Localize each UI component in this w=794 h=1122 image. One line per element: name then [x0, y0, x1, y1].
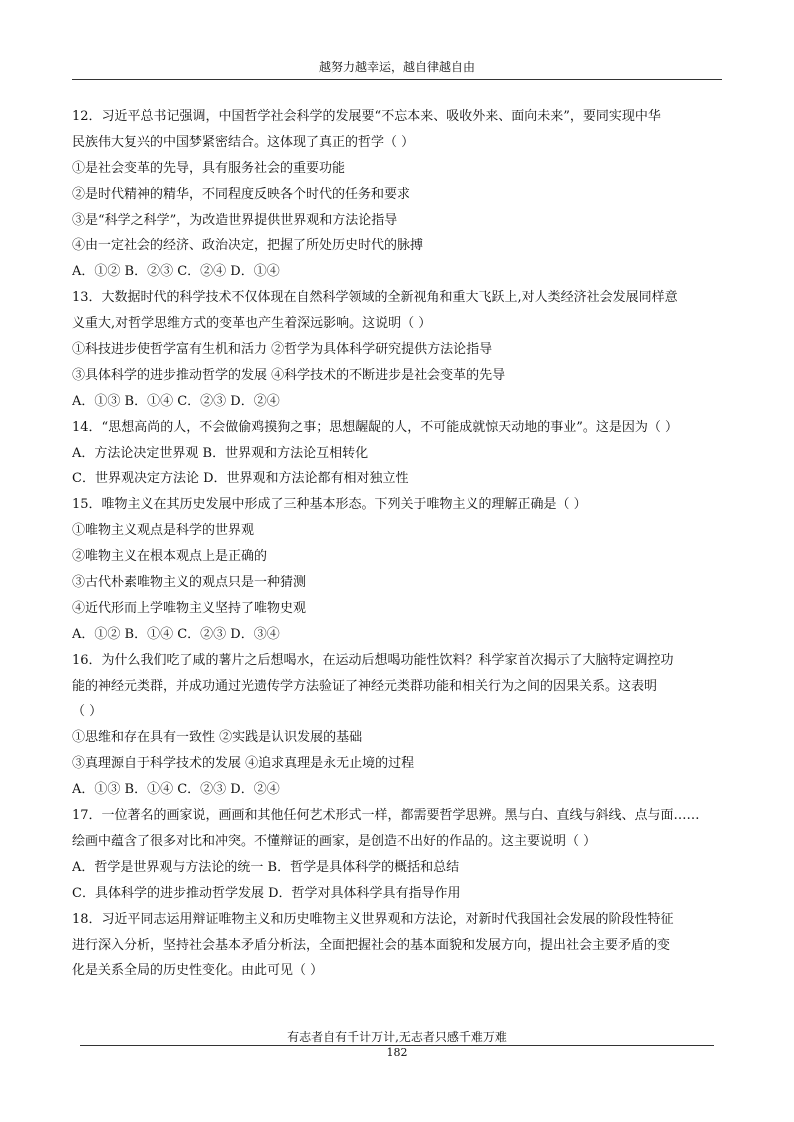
question-option: A．方法论决定世界观 B．世界观和方法论互相转化 [72, 445, 369, 461]
answer-choices: A．①② B．①④ C．②③ D．③④ [72, 626, 280, 642]
question-18 [72, 907, 732, 985]
question-option: C．具体科学的进步推动哲学发展 D．哲学对具体科学具有指导作用 [72, 885, 461, 901]
question-stem-line: 绘画中蕴含了很多对比和冲突。不懂辩证的画家，是创造不出好的作品的。这主要说明（ ） [72, 833, 597, 849]
question-option: ④由一定社会的经济、政治决定，把握了所处历史时代的脉搏 [72, 238, 424, 254]
question-stem-line: 义重大,对哲学思维方式的变革也产生着深远影响。这说明（ ） [72, 316, 432, 332]
question-stem-line: 17．一位著名的画家说，画画和其他任何艺术形式一样，都需要哲学思辨。黑与白、直线与斜线、点与面…… [72, 808, 700, 824]
question-option: ②唯物主义在根本观点上是正确的 [72, 549, 268, 565]
question-stem-line: 14．“思想高尚的人，不会做偷鸡摸狗之事；思想龌龊的人，不可能成就惊天动地的事业”。这是因为（ ） [72, 419, 678, 435]
question-stem-line: 12．习近平总书记强调，中国哲学社会科学的发展要“不忘本来、吸收外来、面向未来”，要同实现中华 [72, 109, 661, 124]
footer-motto: 有志者自有千计万计,无志者只感千难万难 [287, 1030, 507, 1044]
question-option: A．哲学是世界观与方法论的统一 B．哲学是具体科学的概括和总结 [72, 859, 460, 875]
question-option: ③古代朴素唯物主义的观点只是一种猜测 [72, 575, 307, 591]
question-stem-line: 15．唯物主义在其历史发展中形成了三种基本形态。下列关于唯物主义的理解正确是（ ） [72, 497, 587, 513]
question-15 [72, 492, 732, 647]
question-option: ④近代形而上学唯物主义坚持了唯物史观 [72, 600, 307, 616]
question-option: ③是“科学之科学”，为改造世界提供世界观和方法论指导 [72, 212, 398, 228]
question-option: C．世界观决定方法论 D．世界观和方法论都有相对独立性 [72, 471, 409, 487]
question-stem-line: 18．习近平同志运用辩证唯物主义和历史唯物主义世界观和方法论，对新时代我国社会发展的阶段性特征 [72, 911, 674, 927]
question-17 [72, 803, 732, 907]
answer-choices: A．①② B．②③ C．②④ D．①④ [72, 264, 280, 280]
question-option: ①唯物主义观点是科学的世界观 [72, 523, 255, 539]
question-stem-line: （ ） [72, 704, 103, 720]
question-stem-line: 化是关系全局的历史性变化。由此可见（ ） [72, 963, 324, 979]
question-stem-line: 13．大数据时代的科学技术不仅体现在自然科学领域的全新视角和重大飞跃上,对人类经济社会发展同样意 [72, 290, 678, 306]
question-list [72, 104, 732, 984]
question-option: ①思维和存在具有一致性 ②实践是认识发展的基础 [72, 730, 363, 746]
question-stem-line: 能的神经元类群，并成功通过光遗传学方法验证了神经元类群功能和相关行为之间的因果关系。这表明 [72, 678, 658, 694]
question-stem-line: 民族伟大复兴的中国梦紧密结合。这体现了真正的哲学（ ） [72, 134, 415, 150]
question-stem-line: 16．为什么我们吃了咸的薯片之后想喝水，在运动后想喝功能性饮料？科学家首次揭示了大脑特定调控功 [72, 652, 674, 668]
question-13 [72, 285, 732, 414]
answer-choices: A．①③ B．①④ C．②③ D．②④ [72, 393, 280, 409]
question-option: ①是社会变革的先导，具有服务社会的重要功能 [72, 160, 346, 176]
question-12 [72, 104, 732, 285]
question-option: ②是时代精神的精华，不同程度反映各个时代的任务和要求 [72, 186, 411, 202]
page-header [72, 58, 722, 80]
header-motto: 越努力越幸运，越自律越自由 [318, 60, 475, 74]
question-16 [72, 648, 732, 803]
answer-choices: A．①③ B．①④ C．②③ D．②④ [72, 782, 280, 798]
question-option: ③真理源自于科学技术的发展 ④追求真理是永无止境的过程 [72, 756, 415, 772]
question-14 [72, 415, 732, 493]
question-option: ③具体科学的进步推动哲学的发展 ④科学技术的不断进步是社会变革的先导 [72, 367, 506, 383]
question-stem-line: 进行深入分析，坚持社会基本矛盾分析法，全面把握社会的基本面貌和发展方向，提出社会主要矛盾的变 [72, 937, 671, 953]
page-number: 182 [386, 1046, 408, 1059]
question-option: ①科技进步使哲学富有生机和活力 ②哲学为具体科学研究提供方法论指导 [72, 342, 493, 358]
